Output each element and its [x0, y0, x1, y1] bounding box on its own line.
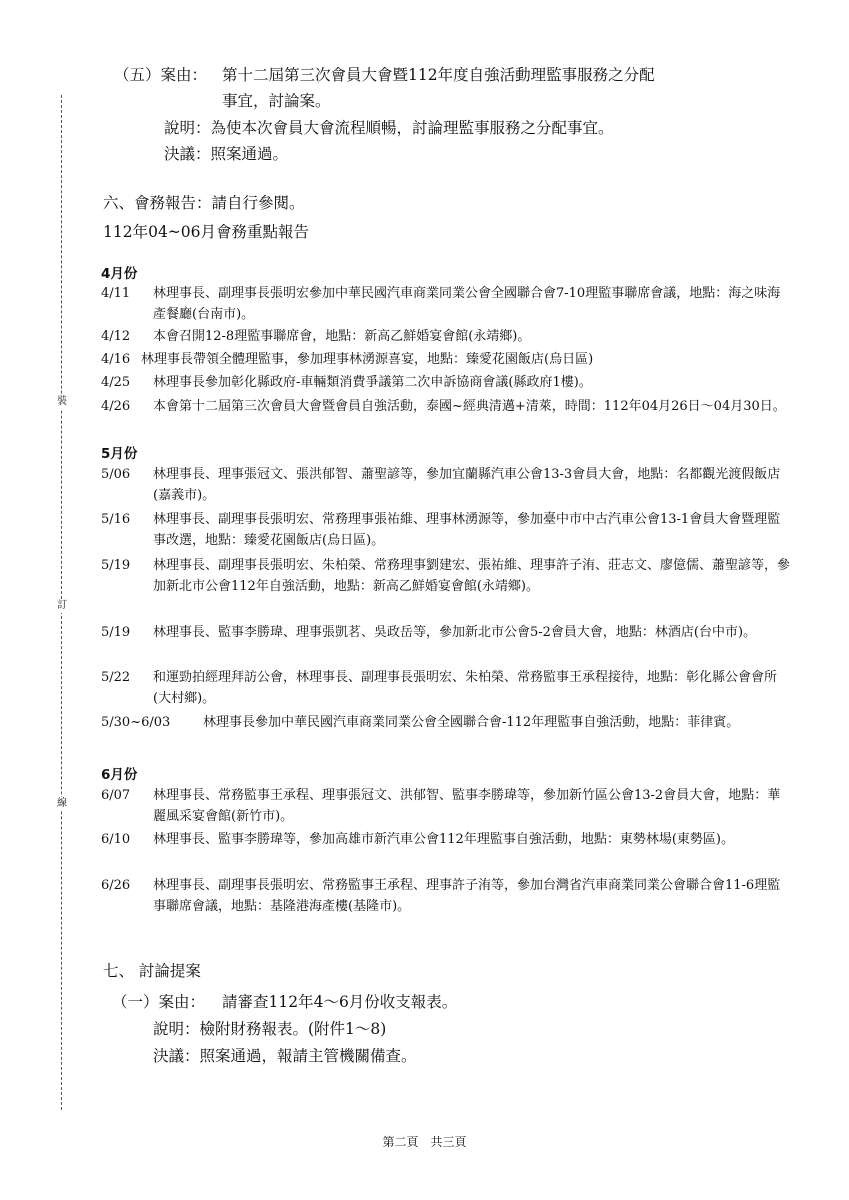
entry-text: 林理事長、理事張冠文、張洪郁智、蕭聖諺等，參加宜蘭縣汽車公會13-3會員大會，地點：名都觀光渡假飯店(嘉義市)。: [153, 467, 781, 503]
entry-date: 4/25: [101, 375, 131, 390]
entry-date: 5/16: [101, 512, 131, 527]
section6-subheading: 112年04~06月會務重點報告: [103, 223, 310, 241]
entry-text: 本會召開12-8理監事聯席會，地點：新高乙鮮婚宴會館(永靖鄉)。: [153, 329, 531, 344]
entry-text: 林理事長、副理事長張明宏、常務監事王承程、理事許子洧等，參加台灣省汽車商業同業公會聯合會11-6理監事聯席會議，地點：基隆港海產樓(基隆市)。: [153, 878, 781, 914]
entry-date: 4/11: [101, 286, 131, 301]
entry-date: 5/30~6/03: [101, 715, 171, 730]
item5-subject-line2: 事宜，討論案。: [222, 92, 331, 110]
entry-text: 林理事長、監事李勝瑋等，參加高雄市新汽車公會112年理監事自強活動，地點：東勢林場(東勢區)。: [153, 832, 734, 847]
entry-text: 林理事長帶領全體理監事，參加理事林湧源喜宴，地點：臻愛花園飯店(烏日區): [141, 352, 594, 367]
item5-label: （五）案由：: [114, 66, 208, 84]
entry-date: 5/22: [101, 670, 131, 685]
entry-date: 5/06: [101, 467, 131, 482]
binding-mark-middle: 訂: [54, 599, 70, 613]
entry-date: 4/16: [101, 352, 131, 367]
entry-date: 6/07: [101, 788, 131, 803]
entry-date: 5/19: [101, 558, 131, 573]
entry-text: 林理事長、常務監事王承程、理事張冠文、洪郁智、監事李勝瑋等，參加新竹區公會13-2會員大會，地點：華麗風采宴會館(新竹市)。: [153, 788, 781, 824]
section7-item1-explanation: 說明：檢附財務報表。(附件1～8): [153, 1020, 387, 1038]
entry-text: 本會第十二屆第三次會員大會暨會員自強活動，泰國~經典清邁+清萊，時間：112年04月26日～04月30日。: [153, 399, 786, 414]
item5-subject-line1: 第十二屆第三次會員大會暨112年度自強活動理監事服務之分配: [222, 66, 655, 84]
section7-item1-label: （一）案由：: [112, 993, 206, 1011]
entry-text: 林理事長、副理事長張明宏參加中華民國汽車商業同業公會全國聯合會7-10理監事聯席會議，地點：海之味海產餐廳(台南市)。: [153, 286, 781, 322]
binding-mark-top: 裝: [54, 395, 70, 409]
entry-date: 4/26: [101, 399, 131, 414]
item5-resolution: 決議：照案通過。: [164, 145, 289, 163]
entry-text: 林理事長、副理事長張明宏、常務理事張祐維、理事林湧源等，參加臺中市中古汽車公會13-1會員大會暨理監事改選，地點：臻愛花園飯店(烏日區)。: [153, 512, 781, 548]
section7-item1-resolution: 決議：照案通過，報請主管機關備查。: [153, 1047, 417, 1065]
entry-date: 5/19: [101, 625, 131, 640]
entry-text: 林理事長、監事李勝瑋、理事張凱茗、吳政岳等，參加新北市公會5-2會員大會，地點：林酒店(台中市)。: [153, 625, 757, 640]
section7-item1-subject: 請審查112年4～6月份收支報表。: [222, 993, 458, 1011]
entry-date: 6/26: [101, 878, 131, 893]
section6-heading: 六、會務報告：請自行參閱。: [103, 194, 305, 212]
month-heading-april: 4月份: [101, 266, 138, 282]
section7-heading: 七、 討論提案: [103, 962, 201, 980]
page-number: 第二頁 共三頁: [382, 1135, 467, 1149]
entry-text: 林理事長參加彰化縣政府-車輛類消費爭議第二次申訴協商會議(縣政府1樓)。: [153, 375, 592, 390]
entry-text: 林理事長參加中華民國汽車商業同業公會全國聯合會-112年理監事自強活動，地點：菲律賓。: [203, 715, 740, 730]
month-heading-june: 6月份: [101, 767, 138, 783]
item5-explanation: 說明：為使本次會員大會流程順暢，討論理監事服務之分配事宜。: [164, 119, 614, 137]
binding-mark-bottom: 線: [54, 797, 70, 811]
entry-text: 林理事長、副理事長張明宏、朱柏榮、常務理事劉建宏、張祐維、理事許子洧、莊志文、廖億儒、蕭聖諺等，參加新北市公會112年自強活動，地點：新高乙鮮婚宴會館(永靖鄉)。: [153, 558, 791, 594]
entry-date: 6/10: [101, 832, 131, 847]
entry-date: 4/12: [101, 329, 131, 344]
entry-text: 和運勁拍經理拜訪公會，林理事長、副理事長張明宏、朱柏榮、常務監事王承程接待，地點：彰化縣公會會所(大村鄉)。: [153, 670, 778, 706]
month-heading-may: 5月份: [101, 446, 138, 462]
